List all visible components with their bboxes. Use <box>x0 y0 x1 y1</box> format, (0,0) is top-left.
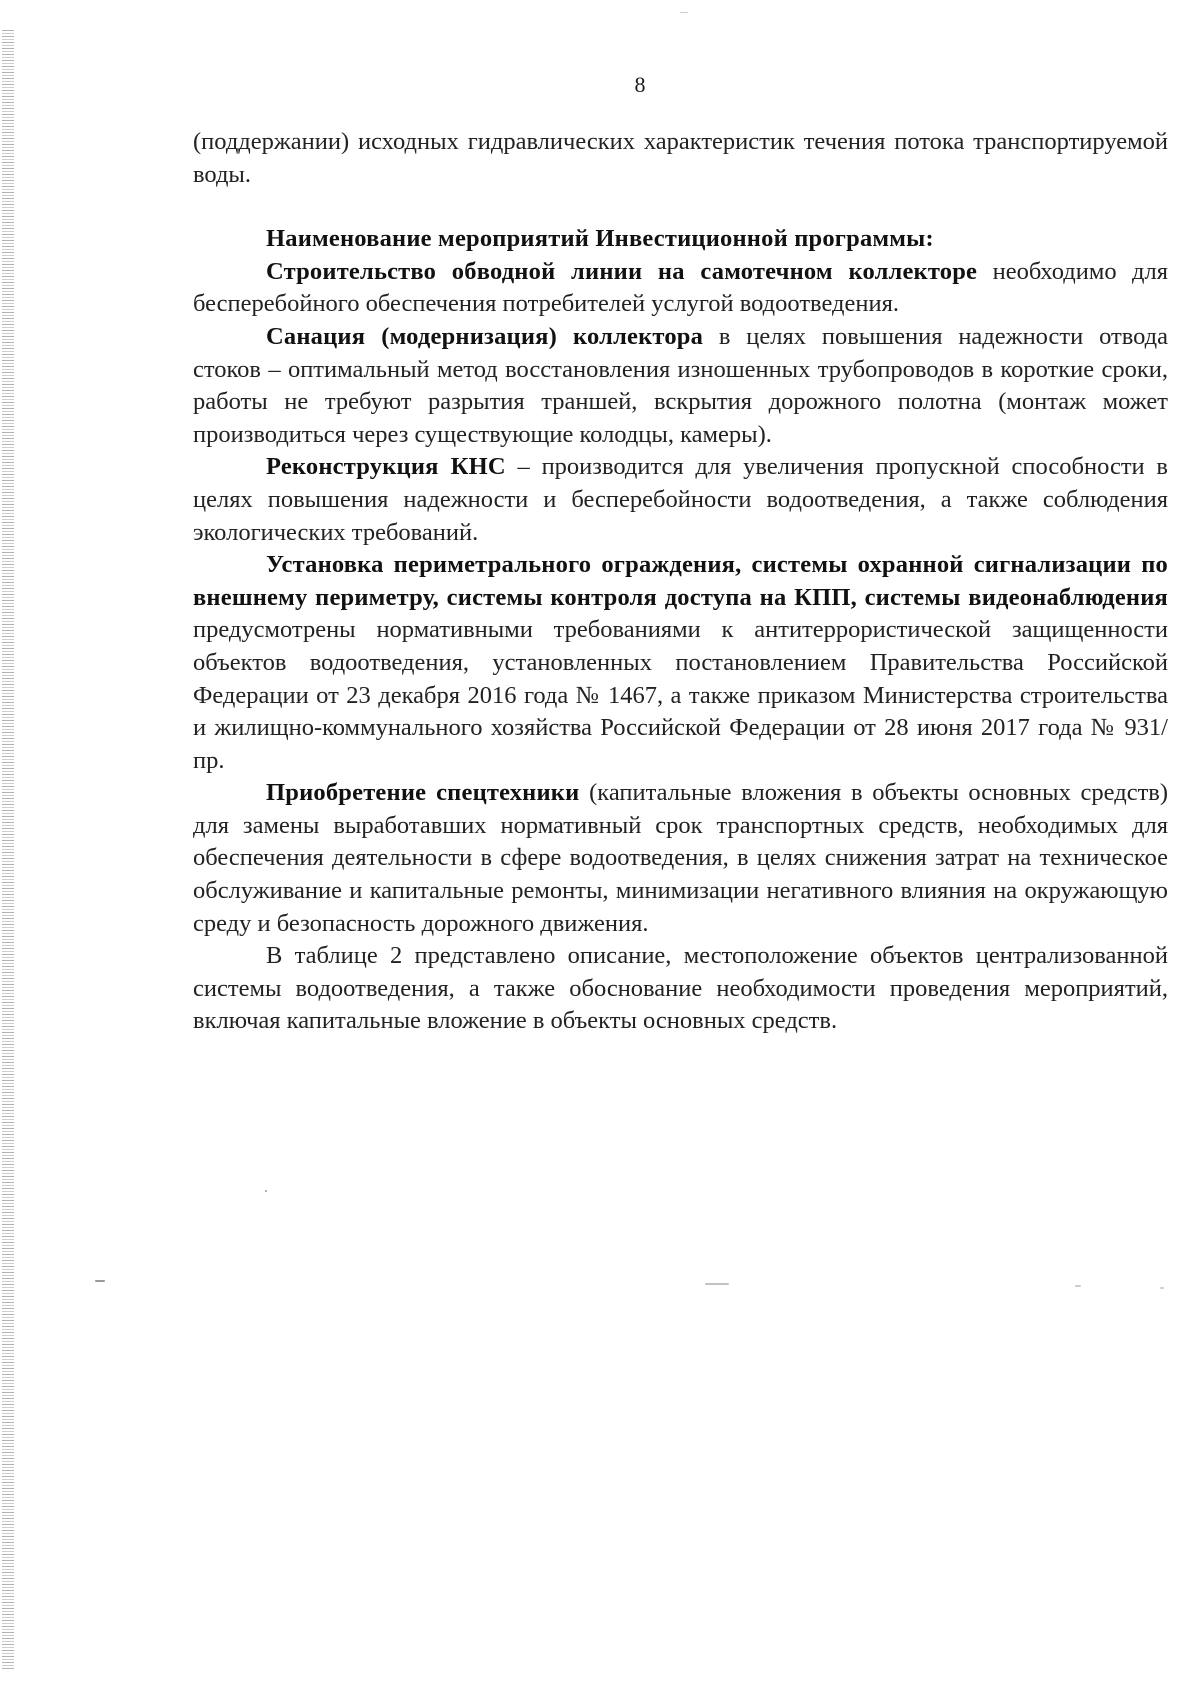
paragraph-gap <box>193 191 1168 223</box>
paragraph-sanation-title: Санация (модернизация) коллектора <box>266 322 704 350</box>
paragraph-vehicles <box>193 777 1168 940</box>
section-heading <box>193 223 1168 256</box>
paragraph-vehicles-text: (капитальные вложения в объекты основных средств) для замены выработавших нормативный срок транспортных средств, необходимых для обеспечения деятельности в сфере водоотведения, в целях снижения затрат на техническое обслуживание и капитальные ремонты, минимизации негативного влияния на окружающую среду и безопасность дорожного движения. <box>193 779 1169 937</box>
paragraph-security <box>193 549 1168 777</box>
scan-edge-artifact <box>2 30 14 1670</box>
scan-speck <box>680 12 688 13</box>
scan-speck <box>95 1280 105 1282</box>
paragraph-continuation: (поддержании) исходных гидравлических характеристик течения потока транспортируемой воды. <box>193 128 1168 188</box>
section-heading-text: Наименование мероприятий Инвестиционной программы: <box>266 225 934 253</box>
page-number: 8 <box>634 72 646 97</box>
document-body <box>193 126 1168 1038</box>
paragraph-bypass-line-text: необходимо для бесперебойного обеспечения потребителей услугой водоотведения. <box>193 257 1169 318</box>
scan-speck <box>265 1190 267 1192</box>
paragraph-security-text: предусмотрены нормативными требованиями к антитеррористической защищенности объектов водоотведения, установленных постановлением Правительства Российской Федерации от 23 декабря 2016 года № 1467, а также приказом Министерства строительства и жилищно-коммунального хозяйства Российской Федерации от 28 июня 2017 года № 931/пр. <box>193 616 1168 774</box>
paragraph-kns <box>193 451 1168 549</box>
paragraph-vehicles-title: Приобретение спецтехники <box>266 779 580 807</box>
paragraph-security-title: Установка периметрального ограждения, системы охранной сигнализации по внешнему периметру, системы контроля доступа на КПП, системы видеонаблюдения <box>193 551 1168 611</box>
paragraph-bypass-line <box>193 256 1168 321</box>
scan-speck <box>705 1283 729 1285</box>
paragraph-sanation <box>193 321 1168 451</box>
paragraph-bypass-line-title: Строительство обводной линии на самотечном коллекторе <box>266 257 978 285</box>
paragraph-kns-text: – производится для увеличения пропускной способности в целях повышения надежности и бесперебойности водоотведения, а также соблюдения экологических требований. <box>193 453 1168 546</box>
paragraph-table-reference: В таблице 2 представлено описание, местоположение объектов централизованной системы водоотведения, а также обоснование необходимости проведения мероприятий, включая капитальные вложение в объекты основных средств. <box>193 942 1168 1035</box>
scan-speck <box>1160 1287 1164 1289</box>
paragraph-kns-title: Реконструкция КНС <box>266 453 506 481</box>
scan-speck <box>1075 1285 1081 1287</box>
paragraph-sanation-text: в целях повышения надежности отвода стоков – оптимальный метод восстановления изношенных трубопроводов в короткие сроки, работы не требуют разрытия траншей, вскрытия дорожного полотна (монтаж может производиться через существующие колодцы, камеры). <box>193 322 1168 448</box>
